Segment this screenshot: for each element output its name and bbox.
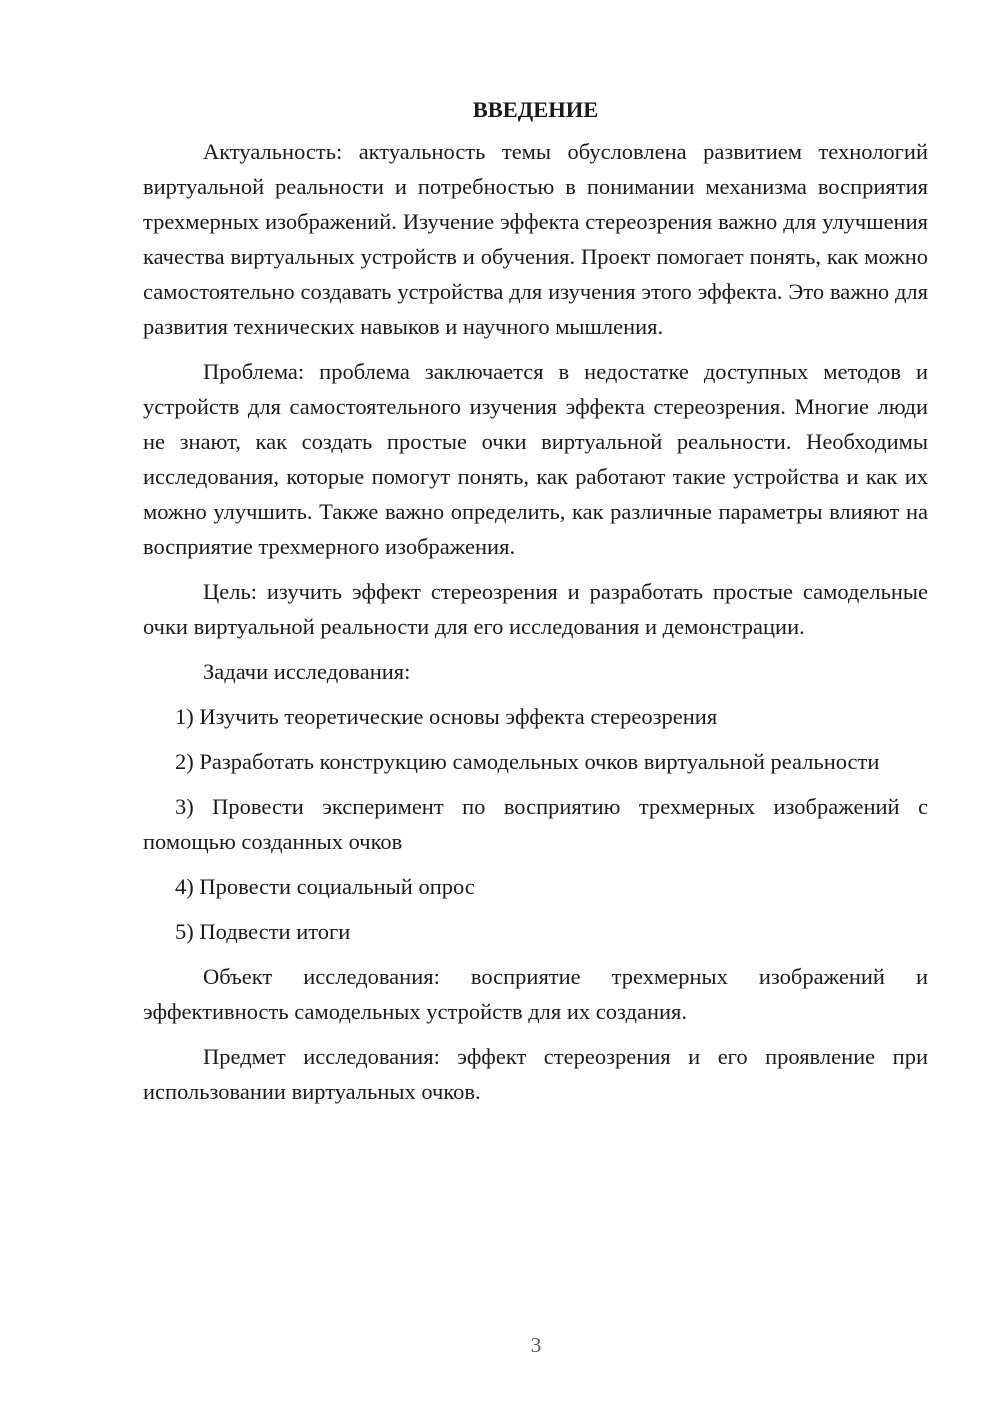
section-title: ВВЕДЕНИЕ [472, 97, 599, 122]
list-item: 4) Провести социальный опрос [175, 874, 475, 899]
subject-paragraph: Предмет исследования: эффект стереозрения и его проявление при использовании виртуальных очков. [143, 1044, 928, 1104]
object-paragraph: Объект исследования: восприятие трехмерных изображений и эффективность самодельных устройств для их создания. [143, 964, 928, 1024]
tasks-list [143, 699, 928, 949]
relevance-paragraph: Актуальность: актуальность темы обусловлена развитием технологий виртуальной реальности и потребностью в понимании механизма восприятия трехмерных изображений. Изучение эффекта стереозрения важно для улучшения качества виртуальных устройств и обучения. Проект помогает понять, как можно самостоятельно создавать устройства для изучения этого эффекта. Это важно для развития технических навыков и научного мышления. [143, 139, 928, 339]
list-item: 3) Провести эксперимент по восприятию трехмерных изображений с помощью созданных очков [143, 794, 928, 854]
list-item: 2) Разработать конструкцию самодельных очков виртуальной реальности [175, 749, 880, 774]
document-page [143, 92, 928, 1119]
problem-paragraph: Проблема: проблема заключается в недостатке доступных методов и устройств для самостоятельного изучения эффекта стереозрения. Многие люди не знают, как создать простые очки виртуальной реальности. Необходимы исследования, которые помогут понять, как работают такие устройства и как их можно улучшить. Также важно определить, как различные параметры влияют на восприятие трехмерного изображения. [143, 359, 928, 559]
tasks-heading: Задачи исследования: [203, 659, 411, 684]
goal-paragraph: Цель: изучить эффект стереозрения и разработать простые самодельные очки виртуальной реальности для его исследования и демонстрации. [143, 579, 928, 639]
list-item: 1) Изучить теоретические основы эффекта стереозрения [175, 704, 718, 729]
list-item: 5) Подвести итоги [175, 919, 351, 944]
page-number: 3 [530, 1333, 542, 1357]
